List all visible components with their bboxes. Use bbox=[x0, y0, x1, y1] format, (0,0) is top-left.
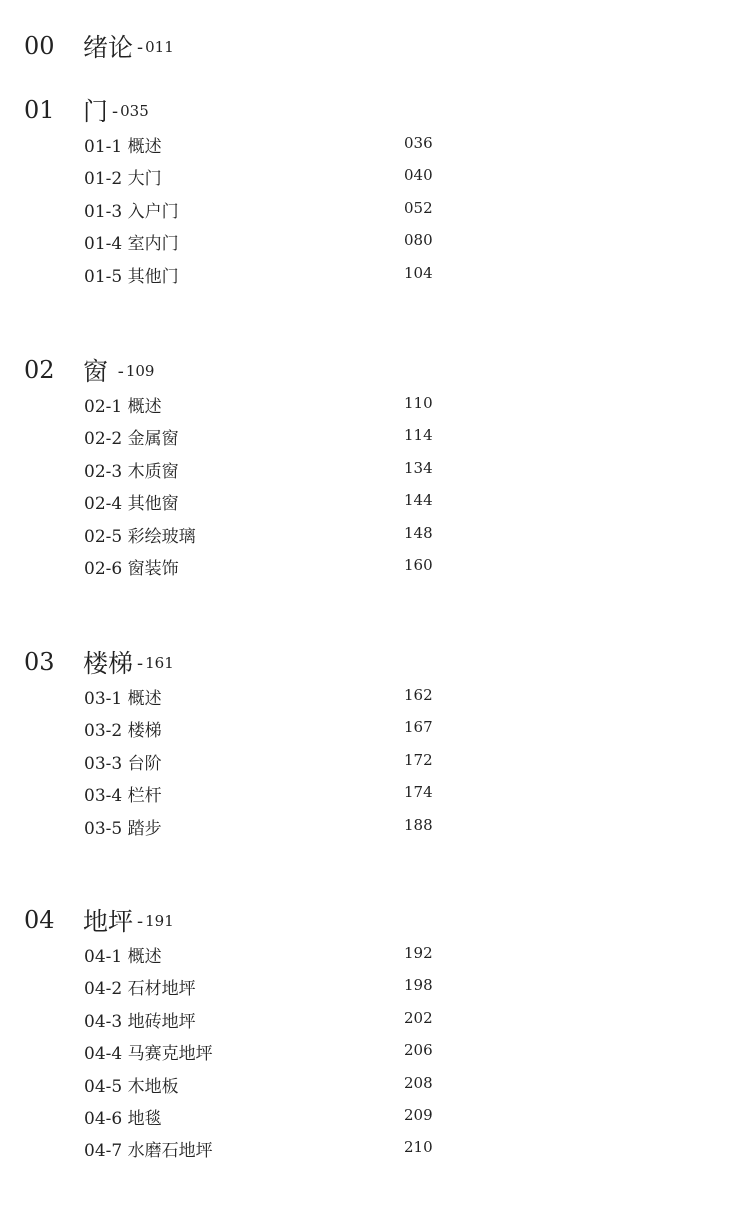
chapter-heading[interactable] bbox=[0, 616, 750, 676]
chapter-number: 03 bbox=[24, 648, 55, 676]
chapter-title: 地坪 bbox=[83, 907, 134, 936]
section-label: 04-5 木地板 bbox=[84, 1076, 179, 1097]
section-entry[interactable] bbox=[0, 191, 750, 223]
section-entry[interactable] bbox=[0, 483, 750, 515]
section-entry[interactable] bbox=[0, 223, 750, 255]
section-page-number: 192 bbox=[404, 944, 433, 962]
section-label: 04-6 地毯 bbox=[84, 1108, 162, 1129]
section-page-number: 114 bbox=[404, 426, 433, 445]
chapter-title-line bbox=[83, 644, 174, 680]
section-entry[interactable] bbox=[0, 1066, 750, 1098]
section-entry[interactable] bbox=[0, 1130, 750, 1162]
chapter-page-number: 161 bbox=[145, 654, 174, 672]
section-page-number: 174 bbox=[404, 783, 433, 802]
section-entry[interactable] bbox=[0, 1001, 750, 1033]
section-label: 02-2 金属窗 bbox=[84, 429, 179, 450]
section-entry[interactable] bbox=[0, 548, 750, 580]
section-entry[interactable] bbox=[0, 451, 750, 483]
section-page-number: 209 bbox=[404, 1105, 433, 1124]
section-label: 01-5 其他门 bbox=[84, 266, 179, 287]
section-list bbox=[0, 386, 750, 580]
section-label: 04-2 石材地坪 bbox=[84, 979, 196, 1000]
section-list bbox=[0, 678, 750, 840]
chapter-heading[interactable] bbox=[0, 874, 750, 934]
section-label: 01-3 入户门 bbox=[84, 201, 179, 222]
section-label: 04-3 地砖地坪 bbox=[84, 1011, 196, 1032]
chapter-block bbox=[0, 616, 750, 840]
section-entry[interactable] bbox=[0, 936, 750, 968]
section-entry[interactable] bbox=[0, 678, 750, 710]
section-page-number: 206 bbox=[404, 1041, 433, 1060]
section-label: 03-4 栏杆 bbox=[84, 786, 162, 807]
section-page-number: 036 bbox=[404, 134, 433, 152]
section-entry[interactable] bbox=[0, 1098, 750, 1130]
section-label: 02-6 窗装饰 bbox=[84, 558, 179, 579]
chapter-title: 门 bbox=[83, 97, 109, 126]
chapter-title-line bbox=[83, 28, 174, 64]
chapter-page-number: 191 bbox=[145, 912, 174, 930]
section-label: 04-4 马赛克地坪 bbox=[84, 1044, 213, 1065]
section-page-number: 198 bbox=[404, 976, 433, 995]
section-entry[interactable] bbox=[0, 126, 750, 158]
chapter-title-line bbox=[83, 902, 174, 938]
section-page-number: 148 bbox=[404, 523, 433, 542]
section-entry[interactable] bbox=[0, 710, 750, 742]
chapter-title-line bbox=[83, 92, 149, 128]
chapter-number: 01 bbox=[24, 96, 55, 124]
section-entry[interactable] bbox=[0, 516, 750, 548]
chapter-heading[interactable] bbox=[0, 64, 750, 124]
section-label: 02-3 木质窗 bbox=[84, 461, 179, 482]
chapter-number: 02 bbox=[24, 356, 55, 384]
section-list bbox=[0, 936, 750, 1163]
section-page-number: 208 bbox=[404, 1073, 433, 1092]
chapter-block bbox=[0, 0, 750, 60]
section-page-number: 188 bbox=[404, 815, 433, 834]
section-label: 03-3 台阶 bbox=[84, 753, 162, 774]
section-label: 04-1 概述 bbox=[84, 947, 162, 967]
section-label: 03-1 概述 bbox=[84, 689, 162, 709]
chapter-separator: - bbox=[112, 101, 119, 122]
section-label: 03-2 楼梯 bbox=[84, 721, 162, 742]
chapter-separator: - bbox=[137, 37, 144, 58]
section-label: 02-5 彩绘玻璃 bbox=[84, 526, 196, 547]
section-page-number: 110 bbox=[404, 394, 433, 412]
section-label: 04-7 水磨石地坪 bbox=[84, 1141, 213, 1162]
section-page-number: 202 bbox=[404, 1008, 433, 1027]
section-page-number: 172 bbox=[404, 750, 433, 769]
section-page-number: 052 bbox=[404, 198, 433, 217]
chapter-heading[interactable] bbox=[0, 0, 750, 60]
chapter-number: 04 bbox=[24, 906, 55, 934]
section-entry[interactable] bbox=[0, 256, 750, 288]
chapter-title: 窗 bbox=[83, 357, 109, 386]
section-page-number: 080 bbox=[404, 231, 433, 250]
chapter-block bbox=[0, 874, 750, 1163]
chapter-page-number: 035 bbox=[120, 102, 149, 120]
chapter-page-number: 109 bbox=[125, 362, 155, 380]
chapter-title: 绪论 bbox=[83, 33, 134, 62]
chapter-block bbox=[0, 64, 750, 288]
chapter-page-number: 011 bbox=[145, 38, 174, 56]
section-label: 02-1 概述 bbox=[84, 397, 162, 417]
section-list bbox=[0, 126, 750, 288]
section-page-number: 144 bbox=[404, 491, 433, 510]
section-label: 02-4 其他窗 bbox=[84, 494, 179, 515]
chapter-separator: - bbox=[137, 911, 144, 932]
section-label: 01-4 室内门 bbox=[84, 234, 179, 255]
section-page-number: 167 bbox=[404, 718, 433, 737]
chapter-number: 00 bbox=[24, 32, 55, 60]
section-entry[interactable] bbox=[0, 158, 750, 190]
section-label: 01-1 概述 bbox=[84, 137, 162, 157]
section-entry[interactable] bbox=[0, 418, 750, 450]
section-entry[interactable] bbox=[0, 775, 750, 807]
section-page-number: 040 bbox=[404, 166, 433, 185]
chapter-title: 楼梯 bbox=[83, 649, 134, 678]
section-label: 01-2 大门 bbox=[84, 169, 162, 190]
section-entry[interactable] bbox=[0, 968, 750, 1000]
chapter-block bbox=[0, 324, 750, 580]
section-entry[interactable] bbox=[0, 808, 750, 840]
chapter-heading[interactable] bbox=[0, 324, 750, 384]
section-page-number: 160 bbox=[404, 555, 433, 574]
chapter-separator: - bbox=[137, 653, 144, 674]
chapter-title-line bbox=[83, 352, 154, 388]
section-entry[interactable] bbox=[0, 743, 750, 775]
section-page-number: 104 bbox=[404, 263, 433, 282]
section-page-number: 134 bbox=[404, 458, 433, 477]
section-label: 03-5 踏步 bbox=[84, 818, 162, 839]
section-page-number: 162 bbox=[404, 686, 433, 704]
chapter-separator: - bbox=[112, 361, 124, 382]
section-page-number: 210 bbox=[404, 1138, 433, 1157]
section-entry[interactable] bbox=[0, 386, 750, 418]
section-entry[interactable] bbox=[0, 1033, 750, 1065]
